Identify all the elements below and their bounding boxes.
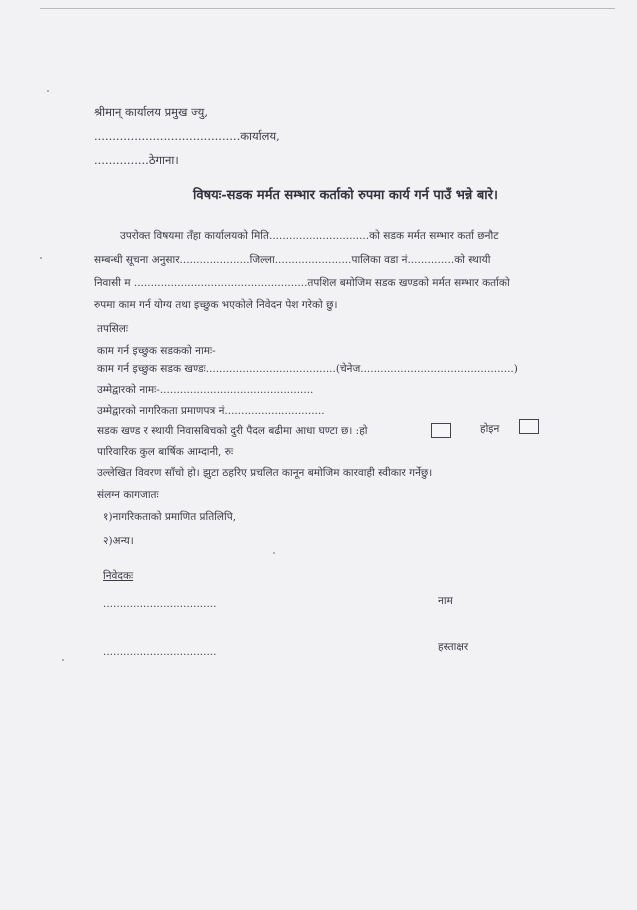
tapsil-heading: तपसिलः: [97, 323, 129, 335]
body-line-1: उपरोक्त विषयमा तँहा कार्यालयको मिति..............................को सडक मर्मत सम्भार कर्ता छनौट: [120, 230, 499, 242]
distance-question: सडक खण्ड र स्थायी निवासबिचको दुरी पैदल बढीमा आधा घण्टा छ। :हो: [97, 425, 368, 437]
scan-speck: [62, 659, 64, 661]
page-top-edge: [40, 8, 615, 9]
declaration: उल्लेखित विवरण साँचो हो। झुटा ठहरिए प्रचलित कानून बमोजिम कारवाही स्वीकार गर्नेछु।: [97, 467, 433, 479]
no-option-label: होइन: [480, 423, 500, 435]
road-section-field: काम गर्न इच्छुक सडक खण्डः.......................................(चेनेज..............................................): [97, 363, 518, 375]
income-field: पारिवारिक कुल बार्षिक आम्दानी, रुः: [97, 446, 234, 458]
subject-line: विषयः-सडक मर्मत सम्भार कर्ताको रुपमा कार्य गर्न पाउँ भन्ने बारे।: [193, 188, 498, 203]
name-dotted-line: ..................................: [103, 598, 217, 610]
address-line: ...............ठेगाना।: [94, 153, 179, 167]
signature-label: हस्ताक्षर: [438, 641, 469, 653]
attachment-item-2: २)अन्य।: [103, 535, 134, 547]
body-line-2: सम्बन्धी सूचना अनुसार.....................जिल्ला.......................पालिका वडा नं..............को स्थायी: [94, 254, 491, 266]
office-line: ........................................कार्यालय,: [94, 129, 280, 143]
body-line-3: निवासी म ....................................................तपशिल बमोजिम सडक खण्डको मर्मत सम्भार कर्ताको: [94, 277, 510, 289]
name-label: नाम: [438, 595, 453, 607]
attachments-heading: संलग्न कागजातः: [97, 489, 159, 501]
candidate-name-field: उम्मेद्वारको नामः-..............................................: [97, 384, 314, 396]
applicant-heading: निवेदकः: [103, 570, 134, 582]
road-name-field: काम गर्न इच्छुक सडकको नामः-: [97, 345, 216, 357]
scan-speck: [40, 257, 42, 259]
body-line-4: रुपमा काम गर्न योग्य तथा इच्छुक भएकोले निवेदन पेश गरेको छु।: [94, 299, 338, 311]
attachment-item-1: १)नागरिकताको प्रमाणित प्रतिलिपि,: [103, 511, 237, 523]
citizenship-field: उम्मेद्वारको नागरिकता प्रमाणपत्र नं..............................: [97, 405, 325, 417]
scan-speck: [273, 552, 275, 554]
salutation: श्रीमान् कार्यालय प्रमुख ज्यु,: [94, 105, 208, 119]
signature-dotted-line: ..................................: [103, 646, 217, 658]
yes-checkbox[interactable]: [431, 423, 451, 438]
scan-speck: [47, 90, 49, 92]
no-checkbox[interactable]: [519, 419, 539, 434]
